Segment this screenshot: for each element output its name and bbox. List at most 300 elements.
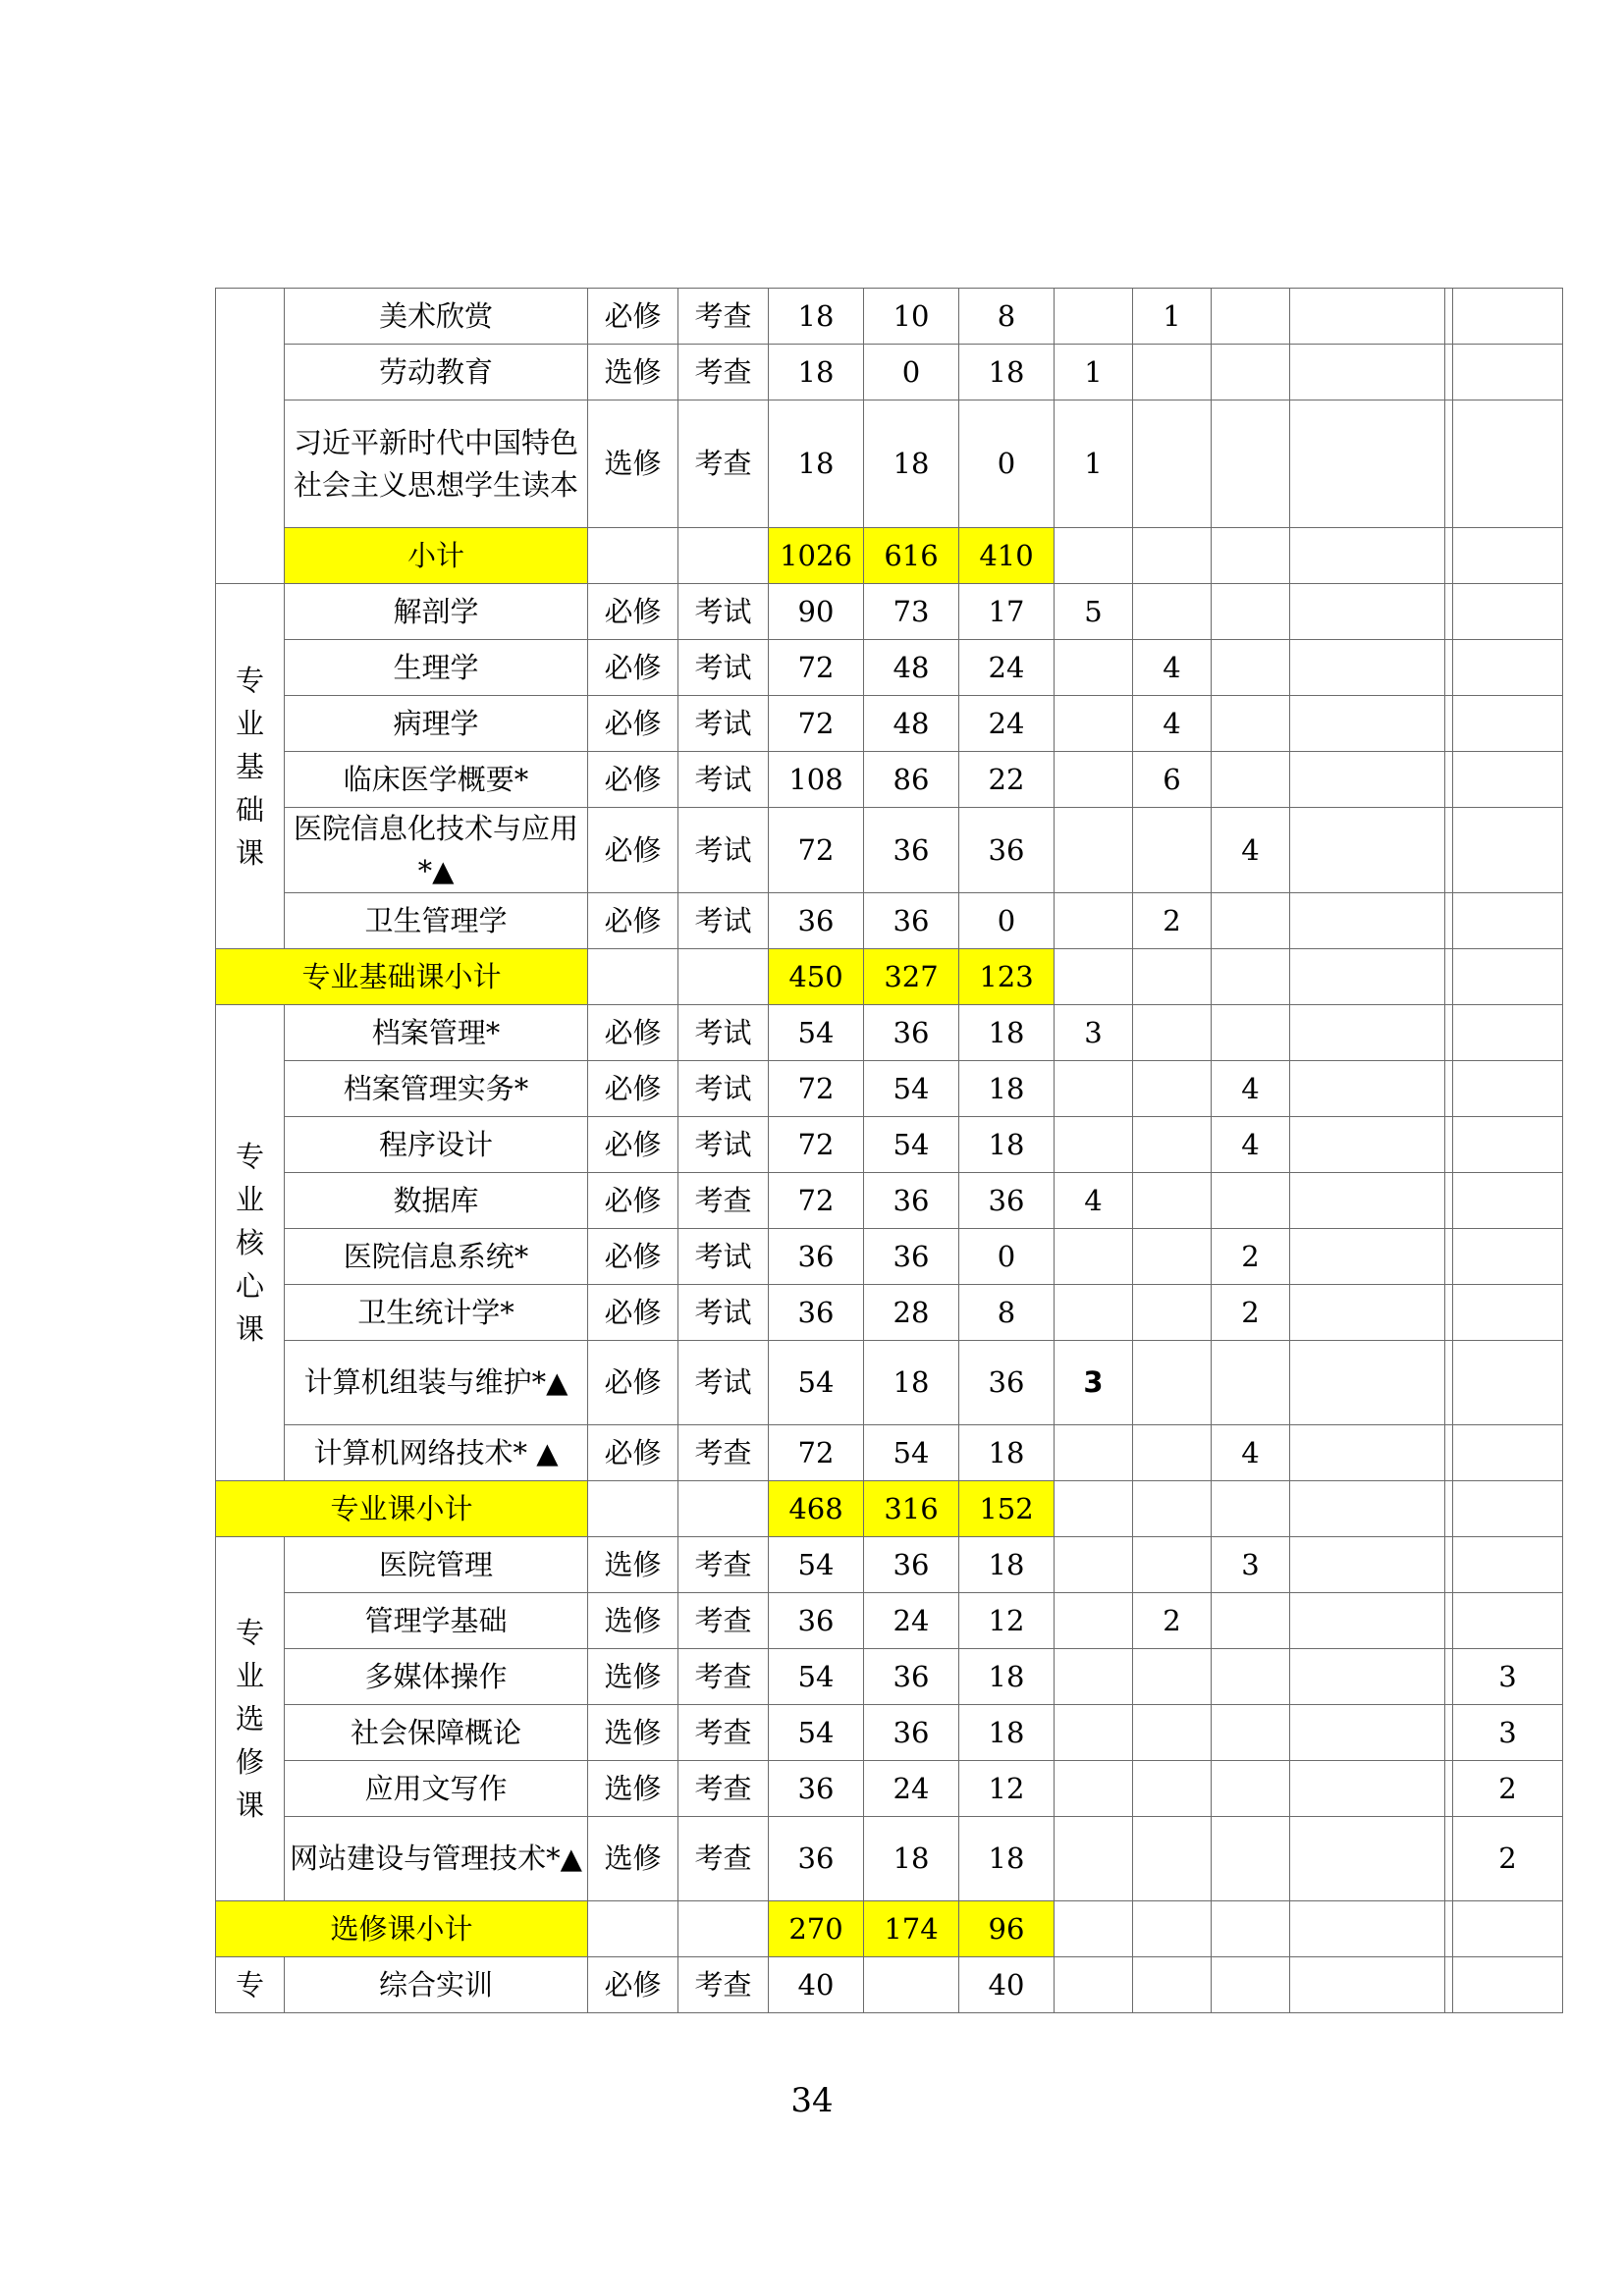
cell-total: 54 (769, 1537, 864, 1593)
cell-total: 54 (769, 1649, 864, 1705)
category-label: 专 (235, 1968, 264, 2002)
cell-s5 (1445, 1481, 1453, 1537)
cell-practice: 22 (959, 752, 1055, 808)
cell-s1 (1055, 1117, 1133, 1173)
course-name: 习近平新时代中国特色社会主义思想学生读本 (285, 400, 588, 528)
cell-s5 (1445, 696, 1453, 752)
cell-practice: 18 (959, 1537, 1055, 1593)
cell-type: 必修 (588, 808, 678, 893)
cell-exam: 考查 (678, 1537, 769, 1593)
cell-s2: 2 (1133, 893, 1212, 949)
cell-s2: 4 (1133, 696, 1212, 752)
cell-s3 (1212, 400, 1290, 528)
cell-s2 (1133, 1173, 1212, 1229)
table-row (216, 400, 1563, 528)
cell-s4 (1290, 1117, 1445, 1173)
cell-s5 (1445, 1537, 1453, 1593)
cell-s6 (1453, 752, 1563, 808)
cell-theory (864, 1957, 959, 2013)
cell-s1 (1055, 1705, 1133, 1761)
table-row (216, 1061, 1563, 1117)
cell-s1 (1055, 808, 1133, 893)
cell-exam: 考查 (678, 1649, 769, 1705)
category-cell (216, 1537, 285, 1901)
cell-s6: 2 (1453, 1817, 1563, 1901)
cell-type: 必修 (588, 584, 678, 640)
cell-theory: 36 (864, 1649, 959, 1705)
cell-s2: 1 (1133, 289, 1212, 345)
cell-s4 (1290, 1341, 1445, 1425)
cell-type: 必修 (588, 640, 678, 696)
cell-s1 (1055, 1285, 1133, 1341)
cell-exam: 考查 (678, 1173, 769, 1229)
cell-s4 (1290, 1957, 1445, 2013)
cell-total: 72 (769, 1061, 864, 1117)
cell-type: 必修 (588, 1229, 678, 1285)
cell-type: 选修 (588, 1649, 678, 1705)
table-row (216, 752, 1563, 808)
cell-s3 (1212, 1481, 1290, 1537)
cell-type: 选修 (588, 1537, 678, 1593)
cell-type: 选修 (588, 1761, 678, 1817)
cell-type: 选修 (588, 1593, 678, 1649)
cell-s4 (1290, 528, 1445, 584)
cell-type (588, 1901, 678, 1957)
course-name: 医院管理 (285, 1537, 588, 1593)
cell-total: 270 (769, 1901, 864, 1957)
course-name: 程序设计 (285, 1117, 588, 1173)
cell-s5 (1445, 1761, 1453, 1817)
cell-theory: 24 (864, 1761, 959, 1817)
cell-exam: 考查 (678, 1957, 769, 2013)
cell-s4 (1290, 289, 1445, 345)
table-row (216, 640, 1563, 696)
cell-s5 (1445, 1173, 1453, 1229)
cell-exam: 考试 (678, 1341, 769, 1425)
cell-type: 必修 (588, 752, 678, 808)
course-name: 计算机组装与维护*▲ (285, 1341, 588, 1425)
cell-s4 (1290, 1173, 1445, 1229)
cell-s6 (1453, 345, 1563, 400)
cell-s2 (1133, 1117, 1212, 1173)
cell-practice: 36 (959, 1341, 1055, 1425)
cell-s5 (1445, 808, 1453, 893)
course-schedule-table (215, 288, 1563, 2013)
cell-s6 (1453, 893, 1563, 949)
course-name: 解剖学 (285, 584, 588, 640)
cell-s1 (1055, 1537, 1133, 1593)
cell-s6 (1453, 584, 1563, 640)
cell-s1 (1055, 1425, 1133, 1481)
cell-s1 (1055, 640, 1133, 696)
table-row (216, 1285, 1563, 1341)
cell-s6 (1453, 1593, 1563, 1649)
cell-total: 40 (769, 1957, 864, 2013)
cell-s4 (1290, 893, 1445, 949)
cell-s6 (1453, 1957, 1563, 2013)
cell-s2 (1133, 1817, 1212, 1901)
cell-s6 (1453, 1537, 1563, 1593)
course-name: 医院信息系统* (285, 1229, 588, 1285)
cell-theory: 18 (864, 1817, 959, 1901)
course-name: 病理学 (285, 696, 588, 752)
cell-s2: 4 (1133, 640, 1212, 696)
cell-s2 (1133, 1061, 1212, 1117)
cell-exam: 考试 (678, 696, 769, 752)
cell-s5 (1445, 1425, 1453, 1481)
cell-s1 (1055, 949, 1133, 1005)
cell-practice: 24 (959, 640, 1055, 696)
cell-s4 (1290, 1593, 1445, 1649)
cell-exam: 考查 (678, 1593, 769, 1649)
cell-theory: 54 (864, 1117, 959, 1173)
cell-s5 (1445, 528, 1453, 584)
table-row (216, 1593, 1563, 1649)
cell-exam: 考查 (678, 400, 769, 528)
cell-s5 (1445, 893, 1453, 949)
cell-s4 (1290, 1761, 1445, 1817)
category-cell (216, 1957, 285, 2013)
cell-s4 (1290, 1817, 1445, 1901)
cell-type (588, 528, 678, 584)
cell-s5 (1445, 1957, 1453, 2013)
cell-s3 (1212, 289, 1290, 345)
table-row (216, 1705, 1563, 1761)
cell-practice: 0 (959, 893, 1055, 949)
cell-s3: 4 (1212, 1425, 1290, 1481)
cell-s2: 2 (1133, 1593, 1212, 1649)
cell-theory: 0 (864, 345, 959, 400)
cell-s1 (1055, 696, 1133, 752)
table-row (216, 1901, 1563, 1957)
cell-s6 (1453, 400, 1563, 528)
cell-s3 (1212, 696, 1290, 752)
cell-theory: 10 (864, 289, 959, 345)
cell-s2 (1133, 1229, 1212, 1285)
cell-s2 (1133, 584, 1212, 640)
cell-total: 72 (769, 640, 864, 696)
cell-practice: 18 (959, 1061, 1055, 1117)
cell-s3 (1212, 1761, 1290, 1817)
cell-type: 选修 (588, 1705, 678, 1761)
cell-s5 (1445, 1593, 1453, 1649)
cell-theory: 24 (864, 1593, 959, 1649)
cell-s6 (1453, 1173, 1563, 1229)
category-label: 专业选修课 (235, 1616, 264, 1822)
cell-s5 (1445, 1117, 1453, 1173)
cell-type: 必修 (588, 696, 678, 752)
cell-s5 (1445, 1649, 1453, 1705)
cell-s5 (1445, 1061, 1453, 1117)
cell-practice: 96 (959, 1901, 1055, 1957)
table-row (216, 893, 1563, 949)
cell-theory: 28 (864, 1285, 959, 1341)
cell-theory: 316 (864, 1481, 959, 1537)
cell-s6 (1453, 1229, 1563, 1285)
cell-s1 (1055, 528, 1133, 584)
cell-s3 (1212, 1957, 1290, 2013)
cell-theory: 48 (864, 640, 959, 696)
cell-exam: 考查 (678, 1817, 769, 1901)
cell-type: 必修 (588, 1005, 678, 1061)
table-row (216, 528, 1563, 584)
cell-s3 (1212, 1817, 1290, 1901)
cell-type: 必修 (588, 1061, 678, 1117)
cell-total: 468 (769, 1481, 864, 1537)
cell-practice: 8 (959, 289, 1055, 345)
cell-s5 (1445, 345, 1453, 400)
cell-s3: 2 (1212, 1229, 1290, 1285)
cell-type: 必修 (588, 1341, 678, 1425)
cell-practice: 36 (959, 808, 1055, 893)
cell-s4 (1290, 1061, 1445, 1117)
cell-s2 (1133, 1705, 1212, 1761)
course-name: 多媒体操作 (285, 1649, 588, 1705)
cell-s6 (1453, 949, 1563, 1005)
course-name: 档案管理实务* (285, 1061, 588, 1117)
cell-s6 (1453, 1005, 1563, 1061)
course-name: 数据库 (285, 1173, 588, 1229)
cell-type: 必修 (588, 1117, 678, 1173)
cell-exam: 考查 (678, 1425, 769, 1481)
cell-total: 72 (769, 696, 864, 752)
category-cell (216, 1005, 285, 1481)
table-row (216, 696, 1563, 752)
cell-s2 (1133, 1761, 1212, 1817)
cell-s2 (1133, 1481, 1212, 1537)
cell-s4 (1290, 808, 1445, 893)
table-row (216, 1817, 1563, 1901)
table-row (216, 1117, 1563, 1173)
cell-s6 (1453, 528, 1563, 584)
cell-s2 (1133, 1537, 1212, 1593)
cell-exam: 考试 (678, 1229, 769, 1285)
cell-total: 90 (769, 584, 864, 640)
cell-exam: 考查 (678, 1761, 769, 1817)
cell-s6 (1453, 640, 1563, 696)
cell-s6 (1453, 1481, 1563, 1537)
cell-type: 选修 (588, 400, 678, 528)
cell-practice: 18 (959, 1117, 1055, 1173)
cell-s3: 4 (1212, 808, 1290, 893)
cell-s5 (1445, 1005, 1453, 1061)
cell-total: 54 (769, 1341, 864, 1425)
subtotal-label: 小计 (285, 528, 588, 584)
cell-practice: 8 (959, 1285, 1055, 1341)
cell-s6 (1453, 808, 1563, 893)
cell-s1 (1055, 1957, 1133, 2013)
cell-practice: 18 (959, 1005, 1055, 1061)
cell-total: 36 (769, 1285, 864, 1341)
cell-s5 (1445, 949, 1453, 1005)
cell-s4 (1290, 640, 1445, 696)
cell-s5 (1445, 1285, 1453, 1341)
cell-theory: 18 (864, 1341, 959, 1425)
cell-s3 (1212, 640, 1290, 696)
cell-total: 18 (769, 345, 864, 400)
cell-type (588, 949, 678, 1005)
category-cell (216, 289, 285, 584)
cell-practice: 12 (959, 1761, 1055, 1817)
cell-practice: 24 (959, 696, 1055, 752)
cell-practice: 152 (959, 1481, 1055, 1537)
cell-type: 必修 (588, 1425, 678, 1481)
cell-s3: 4 (1212, 1061, 1290, 1117)
cell-s1: 1 (1055, 345, 1133, 400)
cell-s5 (1445, 1705, 1453, 1761)
cell-s4 (1290, 584, 1445, 640)
cell-type: 必修 (588, 1285, 678, 1341)
cell-total: 18 (769, 289, 864, 345)
cell-s1 (1055, 752, 1133, 808)
cell-s4 (1290, 696, 1445, 752)
cell-practice: 18 (959, 1705, 1055, 1761)
cell-theory: 54 (864, 1425, 959, 1481)
cell-s3 (1212, 949, 1290, 1005)
cell-s3 (1212, 1705, 1290, 1761)
cell-s3 (1212, 345, 1290, 400)
cell-s3: 4 (1212, 1117, 1290, 1173)
cell-s1: 5 (1055, 584, 1133, 640)
cell-s1 (1055, 1761, 1133, 1817)
cell-s2 (1133, 1005, 1212, 1061)
cell-s3 (1212, 1901, 1290, 1957)
cell-theory: 36 (864, 1537, 959, 1593)
cell-s3 (1212, 752, 1290, 808)
cell-s2 (1133, 1957, 1212, 2013)
cell-theory: 36 (864, 1173, 959, 1229)
cell-type: 必修 (588, 1173, 678, 1229)
table-row (216, 289, 1563, 345)
cell-practice: 18 (959, 1817, 1055, 1901)
cell-s3 (1212, 528, 1290, 584)
cell-s1 (1055, 1593, 1133, 1649)
cell-s4 (1290, 1705, 1445, 1761)
cell-practice: 36 (959, 1173, 1055, 1229)
cell-s2 (1133, 1425, 1212, 1481)
cell-s1 (1055, 1817, 1133, 1901)
cell-s5 (1445, 1901, 1453, 1957)
cell-total: 54 (769, 1005, 864, 1061)
cell-s2 (1133, 1901, 1212, 1957)
cell-exam (678, 1481, 769, 1537)
cell-s1: 3 (1055, 1005, 1133, 1061)
cell-s6 (1453, 1061, 1563, 1117)
cell-theory: 36 (864, 1705, 959, 1761)
table-row (216, 1229, 1563, 1285)
cell-s1 (1055, 1649, 1133, 1705)
course-name: 档案管理* (285, 1005, 588, 1061)
cell-s6 (1453, 1285, 1563, 1341)
cell-type: 选修 (588, 345, 678, 400)
cell-s5 (1445, 584, 1453, 640)
cell-theory: 36 (864, 1005, 959, 1061)
table-row (216, 808, 1563, 893)
cell-s1 (1055, 893, 1133, 949)
cell-total: 450 (769, 949, 864, 1005)
table-row (216, 345, 1563, 400)
course-name: 卫生统计学* (285, 1285, 588, 1341)
cell-s5 (1445, 752, 1453, 808)
cell-s5 (1445, 1817, 1453, 1901)
course-name: 美术欣赏 (285, 289, 588, 345)
cell-exam: 考试 (678, 808, 769, 893)
cell-type: 必修 (588, 1957, 678, 2013)
cell-s5 (1445, 400, 1453, 528)
cell-s3: 3 (1212, 1537, 1290, 1593)
cell-s3 (1212, 1593, 1290, 1649)
table-row (216, 1341, 1563, 1425)
cell-practice: 410 (959, 528, 1055, 584)
cell-s2 (1133, 1285, 1212, 1341)
cell-total: 36 (769, 1817, 864, 1901)
cell-s6 (1453, 1901, 1563, 1957)
cell-s6 (1453, 289, 1563, 345)
cell-exam (678, 528, 769, 584)
cell-exam: 考试 (678, 1061, 769, 1117)
cell-exam: 考查 (678, 1705, 769, 1761)
cell-total: 36 (769, 1229, 864, 1285)
cell-s4 (1290, 1649, 1445, 1705)
course-name: 社会保障概论 (285, 1705, 588, 1761)
cell-s5 (1445, 289, 1453, 345)
cell-s1 (1055, 1229, 1133, 1285)
cell-s4 (1290, 1425, 1445, 1481)
cell-total: 108 (769, 752, 864, 808)
cell-exam: 考试 (678, 1005, 769, 1061)
cell-practice: 0 (959, 1229, 1055, 1285)
cell-theory: 86 (864, 752, 959, 808)
course-name: 医院信息化技术与应用*▲ (285, 808, 588, 893)
category-label: 专业核心课 (235, 1140, 264, 1346)
cell-s3 (1212, 1005, 1290, 1061)
table-row (216, 949, 1563, 1005)
table-row (216, 1481, 1563, 1537)
table-row (216, 1425, 1563, 1481)
cell-s2 (1133, 808, 1212, 893)
cell-theory: 73 (864, 584, 959, 640)
cell-practice: 18 (959, 1649, 1055, 1705)
table-row (216, 1537, 1563, 1593)
cell-type: 必修 (588, 289, 678, 345)
cell-s3 (1212, 584, 1290, 640)
cell-s5 (1445, 1341, 1453, 1425)
cell-s6 (1453, 1117, 1563, 1173)
cell-theory: 48 (864, 696, 959, 752)
course-name: 综合实训 (285, 1957, 588, 2013)
cell-exam: 考试 (678, 752, 769, 808)
cell-total: 72 (769, 1425, 864, 1481)
table-row (216, 584, 1563, 640)
table-row (216, 1005, 1563, 1061)
cell-s6 (1453, 1425, 1563, 1481)
cell-total: 36 (769, 1761, 864, 1817)
cell-practice: 123 (959, 949, 1055, 1005)
cell-s2 (1133, 345, 1212, 400)
cell-practice: 18 (959, 345, 1055, 400)
cell-s3 (1212, 1649, 1290, 1705)
cell-exam: 考查 (678, 345, 769, 400)
cell-theory: 36 (864, 893, 959, 949)
cell-exam: 考试 (678, 1285, 769, 1341)
cell-total: 18 (769, 400, 864, 528)
cell-theory: 36 (864, 1229, 959, 1285)
cell-s6 (1453, 1341, 1563, 1425)
table-row (216, 1761, 1563, 1817)
cell-s2: 6 (1133, 752, 1212, 808)
cell-exam: 考试 (678, 584, 769, 640)
cell-type (588, 1481, 678, 1537)
